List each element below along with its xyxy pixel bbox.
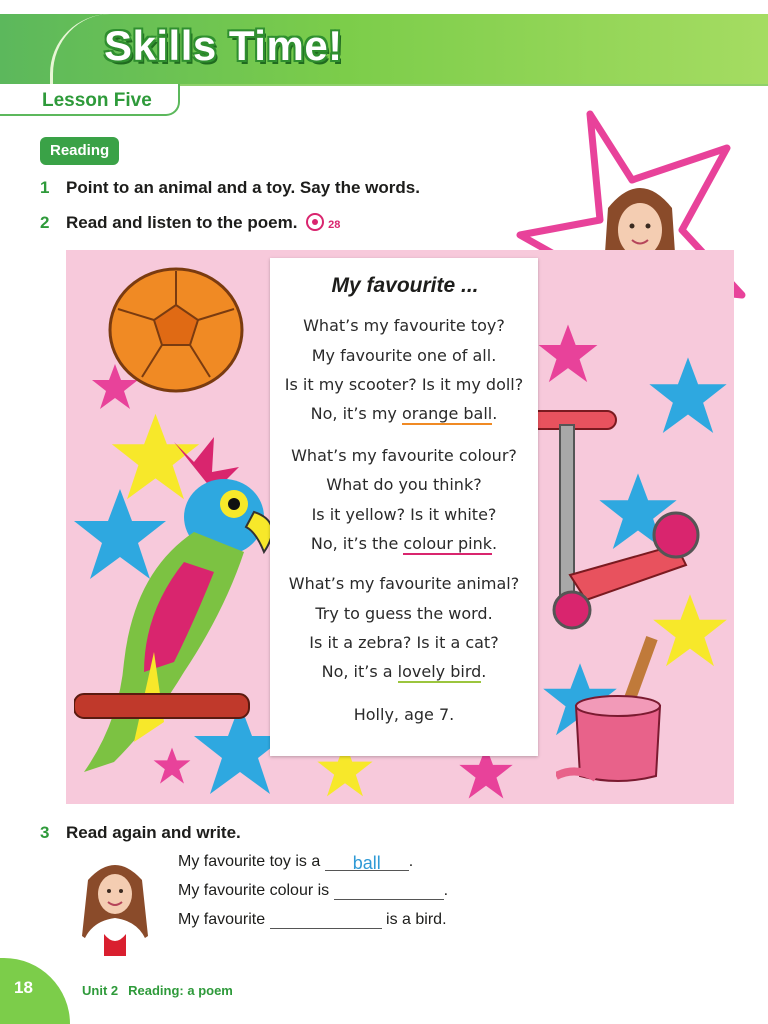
poem-text: No, it’s the — [310, 534, 404, 553]
poem-line — [270, 534, 538, 553]
sample-answer: ball — [352, 853, 381, 873]
instruction-number: 1 — [40, 178, 50, 197]
page-number: 18 — [14, 978, 33, 997]
highlighted-answer: colour pink — [403, 534, 493, 553]
parrot-illustration — [74, 422, 274, 792]
poem-line — [270, 662, 538, 681]
poem-line: Is it my scooter? Is it my doll? — [284, 375, 524, 394]
answer-blank[interactable] — [325, 853, 409, 871]
poem-signature: Holly, age 7. — [353, 705, 455, 724]
lesson-divider — [180, 84, 768, 86]
poem-text: . — [492, 534, 498, 553]
audio-track-number: 28 — [328, 219, 341, 231]
instruction-number: 2 — [40, 213, 50, 232]
instruction-text: Point to an animal and a toy. Say the words. — [66, 178, 420, 197]
instruction-text: Read and listen to the poem. — [66, 213, 298, 232]
write-prefix: My favourite — [178, 911, 266, 928]
poem-text: No, it’s my — [310, 404, 402, 423]
poem-line: Try to guess the word. — [315, 604, 493, 623]
girl-portrait-small — [76, 856, 154, 956]
write-prefix: My favourite colour is — [178, 882, 330, 899]
poem-line: What’s my favourite animal? — [288, 574, 520, 593]
write-suffix: . — [443, 882, 449, 899]
ball-illustration — [106, 265, 246, 395]
write-line-1 — [178, 853, 413, 871]
page-title: Skills Time! — [104, 22, 343, 69]
highlighted-answer: orange ball — [401, 404, 493, 423]
poem-text: No, it’s a — [321, 662, 398, 681]
poem-line: What do you think? — [326, 475, 482, 494]
unit-name: Unit 2 — [82, 983, 119, 998]
footer-unit — [82, 983, 243, 998]
instruction-1 — [40, 178, 420, 198]
paint-pot-illustration — [556, 636, 676, 786]
poem-line — [270, 404, 538, 423]
answer-blank[interactable] — [334, 882, 444, 900]
answer-blank[interactable] — [270, 911, 382, 929]
write-line-2 — [178, 882, 448, 900]
write-line-3 — [178, 911, 447, 929]
instruction-number: 3 — [40, 823, 50, 842]
page-number-badge — [0, 958, 70, 1024]
unit-topic: Reading: a poem — [128, 983, 233, 998]
poem-line: What’s my favourite toy? — [303, 316, 505, 335]
pink-star-icon — [536, 322, 600, 386]
instruction-2 — [40, 213, 340, 233]
lesson-title: Lesson Five — [42, 90, 152, 111]
section-badge: Reading — [40, 137, 119, 165]
poem-line: What’s my favourite colour? — [291, 446, 517, 465]
scooter-illustration — [526, 405, 706, 645]
write-suffix: is a bird. — [386, 911, 447, 928]
poem-line: My favourite one of all. — [311, 346, 497, 365]
instruction-text: Read again and write. — [66, 823, 241, 842]
poem-line: Is it yellow? Is it white? — [311, 505, 497, 524]
audio-cd-icon[interactable] — [306, 213, 324, 231]
instruction-3 — [40, 823, 241, 843]
highlighted-answer: lovely bird — [397, 662, 482, 681]
poem-line: Is it a zebra? Is it a cat? — [309, 633, 499, 652]
poem-title: My favourite ... — [331, 274, 479, 297]
write-suffix: . — [408, 853, 414, 870]
poem-text: . — [481, 662, 487, 681]
poem-text: . — [492, 404, 498, 423]
write-prefix: My favourite toy is a — [178, 853, 321, 870]
